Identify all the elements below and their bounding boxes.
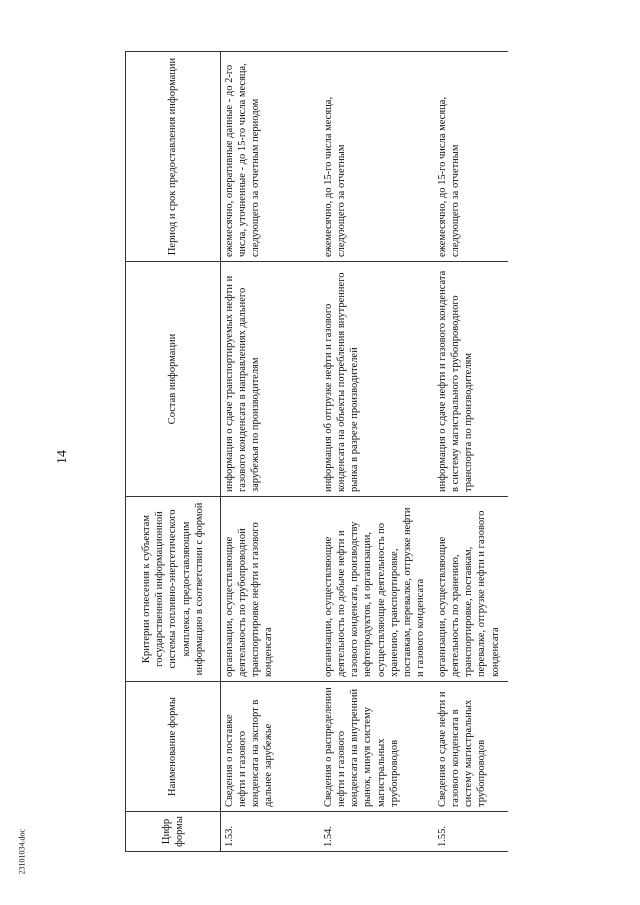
cell-composition: информация об отгрузке нефти и газового конденсата на объекты потребления внутреннего рынка в разрезе производителей [320, 262, 434, 497]
cell-form-name: Сведения о распределении нефти и газового конденсата на внутренний рынок, минуя систему магистральных трубопроводов [320, 682, 434, 812]
cell-code: 1.54. [320, 812, 434, 852]
header-form-name: Наименование формы [126, 682, 221, 812]
rotated-table-container [125, 52, 505, 852]
cell-form-name: Сведения о сдаче нефти и газового конденсата в систему магистральных трубопроводов [434, 682, 508, 812]
header-criteria: Критерии отнесения к субъектам государственной информационной системы топливно-энергетического комплекса, предоставляющим информацию в соответствии с формой [126, 497, 221, 682]
header-period: Период и срок предоставления информации [126, 52, 221, 262]
cell-form-name: Сведения о поставке нефти и газового конденсата на экспорт в дальнее зарубежье [221, 682, 321, 812]
table-row [320, 52, 434, 852]
forms-table [125, 51, 508, 852]
cell-composition: информация о сдаче нефти и газового конденсата в систему магистрального трубопроводного транспорта по производителям [434, 262, 508, 497]
table-header-row [126, 52, 221, 852]
cell-criteria: организации, осуществляющие деятельность по трубопроводной транспортировке нефти и газового конденсата [221, 497, 321, 682]
cell-period: ежемесячно, до 15-го числа месяца, следующего за отчетным [320, 52, 434, 262]
page-number: 14 [55, 450, 70, 464]
cell-period: ежемесячно, до 15-го числа месяца, следующего за отчетным [434, 52, 508, 262]
cell-composition: информация о сдаче транспортируемых нефти и газового конденсата в направлениях дальнего зарубежья по производителям [221, 262, 321, 497]
cell-criteria: организации, осуществляющие деятельность по хранению, транспортировке, поставкам, перевалке, отгрузке нефти и газового конденсата [434, 497, 508, 682]
table-row [434, 52, 508, 852]
cell-code: 1.53. [221, 812, 321, 852]
header-code: Цифр формы [126, 812, 221, 852]
footer-doc-code: 23101034.doc [17, 828, 27, 875]
cell-period: ежемесячно, оперативные данные - до 2-го числа, уточненные - до 15-го числа месяца, следующего за отчетным периодом [221, 52, 321, 262]
cell-code: 1.55. [434, 812, 508, 852]
cell-criteria: организации, осуществляющие деятельность по добыче нефти и газового конденсата, производству нефтепродуктов, и организации, осуществляющие деятельность по хранению, транспортировке, поставкам, перевалке, отгрузке нефти и газового конденсата [320, 497, 434, 682]
header-composition: Состав информации [126, 262, 221, 497]
table-row [221, 52, 321, 852]
